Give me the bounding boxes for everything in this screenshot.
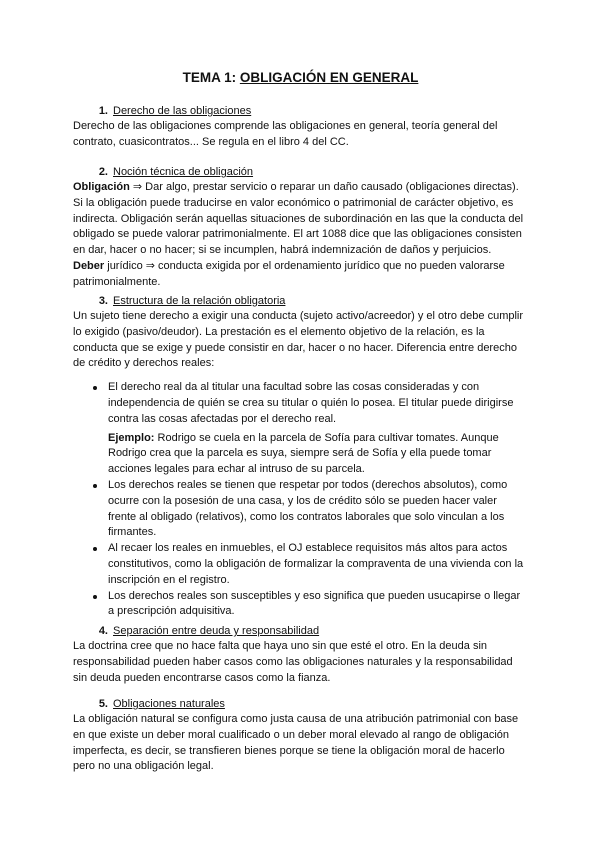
text-line: 5.	[98, 698, 108, 710]
section-heading	[73, 103, 533, 119]
paragraph-line: responsabilidad pueden haber casos como las obligaciones naturales y la responsabilidad	[73, 655, 513, 668]
text-line: independencia de quién se crea su titular o quién lo posea. El titular puede dirigirse	[108, 396, 514, 409]
text-line: frente al obligado (relativos), como los contratos laborales que solo vinculan a los	[108, 510, 505, 523]
text-line: Derecho de las obligaciones	[113, 105, 252, 117]
text-line: contra las cosas afectadas por el derecho real.	[108, 412, 337, 425]
paragraph-line: Derecho de las obligaciones comprende las obligaciones en general, teoría general del	[73, 120, 498, 132]
text-line: Obligación	[73, 181, 130, 193]
paragraph-line: conducta que se exige y puede consistir en dar, hacer o no hacer. Diferencia entre derecho	[73, 341, 517, 354]
text-line: Al recaer los reales en inmuebles, el OJ establece requisitos más altos para actos	[108, 542, 508, 555]
text-line: a prescripción adquisitiva.	[108, 605, 235, 618]
paragraph-line	[73, 180, 533, 196]
text-line: 1.	[98, 105, 108, 117]
paragraph-line: obligado se puede valorar patrimonialmente. El art 1088 dice que las obligaciones consisten	[73, 228, 522, 241]
paragraph-line: lo exigido (pasivo/deudor). La prestación es el elemento objetivo de la relación, es la	[73, 325, 485, 338]
text-line: acciones legales para echar al intruso de su parcela.	[108, 463, 365, 476]
text-line: Estructura de la relación obligatoria	[113, 295, 286, 307]
text-line: inscripción en el registro.	[108, 573, 230, 586]
paragraph-line: en que existe un deber moral cualificado o un deber moral elevado al rango de obligación	[73, 728, 510, 741]
text-line: OBLIGACIÓN EN GENERAL	[239, 70, 419, 85]
text-line: ocurre con la posesión de una casa, y los de crédito sólo se pueden hacer valer	[108, 494, 497, 507]
section-4	[73, 623, 533, 686]
paragraph-line: imperfecta, es decir, se transfieren bienes porque se tiene la obligación moral de hacerlo	[73, 744, 505, 757]
bullet-list	[73, 380, 533, 620]
section-1	[73, 103, 533, 151]
text-line: Los derechos reales se tienen que respetar por todos (derechos absolutos), como	[108, 478, 508, 491]
text-line: jurídico ⇒ conducta exigida por el ordenamiento jurídico que no pueden valorarse	[104, 259, 505, 272]
section-heading	[73, 293, 533, 309]
text-line: Rodrigo se cuela en la parcela de Sofía para cultivar tomates. Aunque	[154, 431, 499, 444]
text-line: Deber	[73, 259, 105, 272]
paragraph-line: de crédito y derechos reales:	[73, 357, 215, 370]
text-line: firmantes.	[108, 526, 157, 539]
bullet-icon	[93, 547, 97, 551]
bullet-icon	[93, 386, 97, 390]
section-2	[73, 164, 533, 291]
section-5	[73, 696, 533, 775]
section-heading	[73, 164, 533, 180]
paragraph-line: patrimonialmente.	[73, 275, 161, 288]
paragraph-line: en dar, hacer o no hacer; si se incumplen, habrá indemnización de daños y perjuicios.	[73, 244, 492, 257]
paragraph-line: indirecta. Obligación serán aquellas situaciones de subordinación en las que la conducta del	[73, 212, 524, 225]
list-item	[73, 541, 533, 588]
section-heading	[73, 696, 533, 712]
paragraph-line: pero no una obligación legal.	[73, 760, 214, 773]
text-line: TEMA 1:	[182, 70, 240, 85]
text-line: Los derechos reales son susceptibles y eso significa que pueden usucapirse o llegar	[108, 589, 521, 602]
paragraph-line: contrato, cuasicontratos... Se regula en el libro 4 del CC.	[73, 135, 349, 148]
paragraph-line: Un sujeto tiene derecho a exigir una conducta (sujeto activo/acreedor) y el otro debe cumplir	[73, 310, 524, 322]
bullet-icon	[93, 595, 97, 599]
list-item	[73, 589, 533, 621]
paragraph-line: sin deuda pueden encontrarse casos como la fianza.	[73, 671, 331, 684]
text-line: Ejemplo:	[108, 431, 155, 444]
text-line: Rodrigo crea que la parcela es suya, siempre será de Sofía y ella puede tomar	[108, 447, 492, 460]
paragraph-line	[73, 259, 533, 275]
text-line: Obligaciones naturales	[113, 698, 225, 710]
text-line: ⇒ Dar algo, prestar servicio o reparar un daño causado (obligaciones directas).	[129, 181, 519, 193]
document-title	[73, 70, 528, 85]
section-3	[73, 293, 533, 620]
list-item	[73, 380, 533, 478]
example-line	[108, 431, 533, 447]
bullet-icon	[93, 484, 97, 488]
text-line: El derecho real da al titular una facultad sobre las cosas consideradas y con	[108, 381, 480, 394]
paragraph-line: Si la obligación puede traducirse en valor económico o patrimonial de carácter objetivo, es	[73, 196, 514, 209]
text-line: 3.	[98, 295, 108, 307]
text-line: 2.	[98, 166, 108, 178]
paragraph-line: La doctrina cree que no hace falta que haya uno sin que esté el otro. En la deuda sin	[73, 640, 488, 652]
text-line: Separación entre deuda y responsabilidad	[113, 625, 320, 637]
paragraph-line: La obligación natural se configura como justa causa de una atribución patrimonial con base	[73, 713, 519, 725]
section-heading	[73, 623, 533, 639]
text-line: Noción técnica de obligación	[113, 166, 254, 178]
text-line: constitutivos, como la obligación de formalizar la compraventa de una vivienda con la	[108, 557, 524, 570]
text-line: 4.	[98, 625, 108, 637]
list-item	[73, 478, 533, 541]
